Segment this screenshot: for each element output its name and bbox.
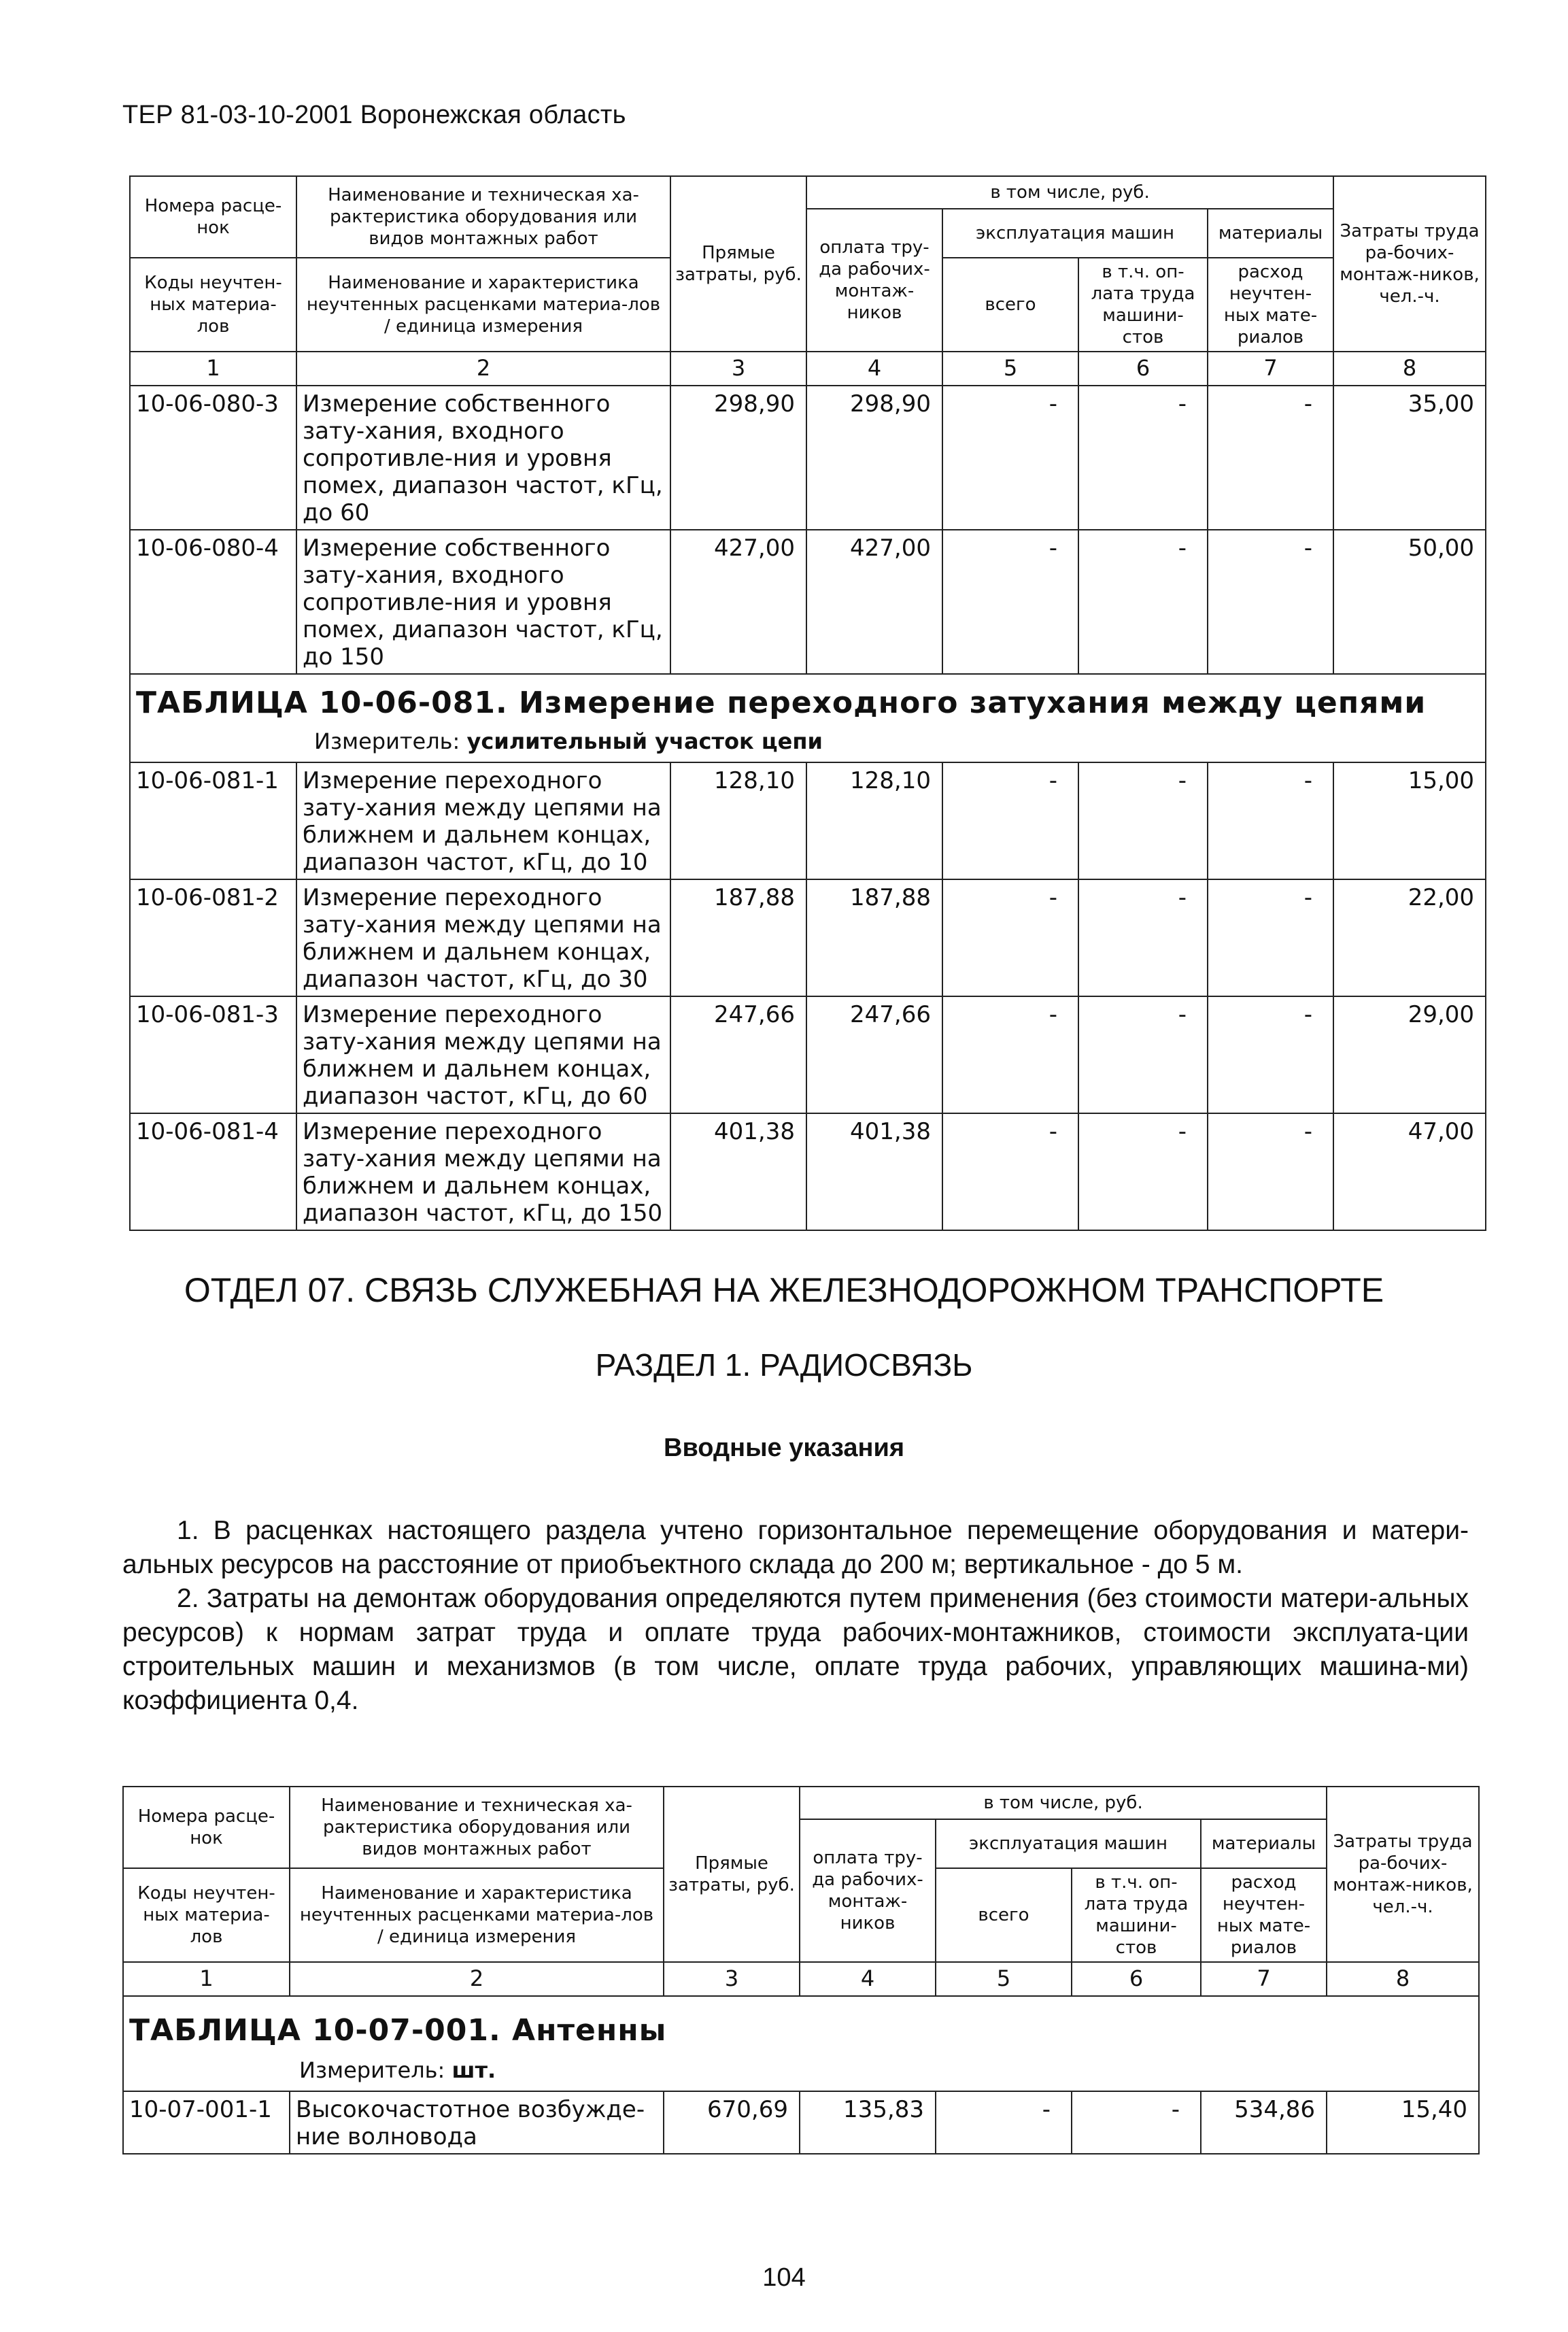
material-use: - [1208, 530, 1333, 674]
material-use: - [1208, 1113, 1333, 1230]
table-row [123, 2091, 1479, 2154]
col-number: 2 [290, 1962, 664, 1996]
header-labor-pay: оплата тру-да рабочих-монтаж-ников [800, 1819, 936, 1962]
labor-pay: 401,38 [806, 1113, 942, 1230]
machinist-pay: - [1078, 996, 1208, 1113]
machines-total: - [942, 1113, 1078, 1230]
labor-hours: 35,00 [1333, 386, 1486, 530]
table-row [130, 879, 1486, 996]
machines-total: - [942, 879, 1078, 996]
page-number: 104 [762, 2263, 806, 2292]
table-title: ТАБЛИЦА 10-07-001. Антенны [123, 1996, 1479, 2057]
header-machines-total: всего [942, 258, 1078, 352]
header-direct-costs: Прямые затраты, руб. [670, 176, 806, 352]
col-number: 3 [670, 352, 806, 386]
direct-costs: 427,00 [670, 530, 806, 674]
col-number: 2 [296, 352, 670, 386]
meter-label: Измеритель: [314, 728, 467, 754]
header-name: Наименование и техническая ха-рактеристика оборудования или видов монтажных работ [296, 176, 670, 258]
header-machines: эксплуатация машин [942, 209, 1208, 258]
col-number: 1 [123, 1962, 290, 1996]
header-material-use: расход неучтен-ных мате-риалов [1208, 258, 1333, 352]
direct-costs: 247,66 [670, 996, 806, 1113]
machinist-pay: - [1078, 530, 1208, 674]
rate-description: Измерение собственного зату-хания, входного сопротивле-ния и уровня помех, диапазон частот, кГц, до 150 [296, 530, 670, 674]
machinist-pay: - [1078, 879, 1208, 996]
material-use: - [1208, 879, 1333, 996]
rate-code: 10-06-081-2 [130, 879, 296, 996]
labor-pay: 135,83 [800, 2091, 936, 2154]
col-number: 5 [942, 352, 1078, 386]
labor-hours: 15,40 [1327, 2091, 1479, 2154]
material-use: - [1208, 386, 1333, 530]
rate-code: 10-06-081-4 [130, 1113, 296, 1230]
rate-description: Измерение переходного зату-хания между цепями на ближнем и дальнем концах, диапазон частот, кГц, до 150 [296, 1113, 670, 1230]
labor-hours: 47,00 [1333, 1113, 1486, 1230]
labor-pay: 247,66 [806, 996, 942, 1113]
labor-pay: 128,10 [806, 762, 942, 879]
labor-hours: 22,00 [1333, 879, 1486, 996]
table-row [130, 996, 1486, 1113]
meter-value: усилительный участок цепи [466, 728, 823, 754]
material-use: - [1208, 996, 1333, 1113]
table-row [130, 530, 1486, 674]
machines-total: - [936, 2091, 1072, 2154]
direct-costs: 670,69 [664, 2091, 800, 2154]
rates-table-2 [122, 1786, 1480, 2154]
labor-hours: 15,00 [1333, 762, 1486, 879]
rate-description: Измерение переходного зату-хания между цепями на ближнем и дальнем концах, диапазон частот, кГц, до 10 [296, 762, 670, 879]
col-number: 4 [806, 352, 942, 386]
rate-code: 10-06-081-3 [130, 996, 296, 1113]
header-codes: Номера расце-нок [123, 1787, 290, 1868]
col-number: 3 [664, 1962, 800, 1996]
machines-total: - [942, 762, 1078, 879]
meter-label: Измеритель: [299, 2057, 452, 2083]
header-materials: материалы [1201, 1819, 1327, 1868]
col-number: 8 [1333, 352, 1486, 386]
header-name: Наименование и техническая ха-рактеристика оборудования или видов монтажных работ [290, 1787, 664, 1868]
machinist-pay: - [1072, 2091, 1201, 2154]
direct-costs: 128,10 [670, 762, 806, 879]
header-codes: Номера расце-нок [130, 176, 296, 258]
table-row [130, 386, 1486, 530]
col-number: 6 [1072, 1962, 1201, 1996]
col-number: 7 [1201, 1962, 1327, 1996]
col-number: 4 [800, 1962, 936, 1996]
rate-description: Высокочастотное возбужде-ние волновода [290, 2091, 664, 2154]
direct-costs: 187,88 [670, 879, 806, 996]
rate-description: Измерение переходного зату-хания между цепями на ближнем и дальнем концах, диапазон частот, кГц, до 30 [296, 879, 670, 996]
page-header: ТЕР 81-03-10-2001 Воронежская область [122, 101, 626, 129]
intro-text [122, 1514, 1469, 1718]
machines-total: - [942, 530, 1078, 674]
machinist-pay: - [1078, 1113, 1208, 1230]
header-material-name: Наименование и характеристика неучтенных расценками материа-лов / единица измерения [296, 258, 670, 352]
header-labor-pay: оплата тру-да рабочих-монтаж-ников [806, 209, 942, 352]
col-number: 6 [1078, 352, 1208, 386]
labor-hours: 50,00 [1333, 530, 1486, 674]
direct-costs: 298,90 [670, 386, 806, 530]
labor-pay: 298,90 [806, 386, 942, 530]
machines-total: - [942, 996, 1078, 1113]
rate-description: Измерение переходного зату-хания между цепями на ближнем и дальнем концах, диапазон частот, кГц, до 60 [296, 996, 670, 1113]
table-meter [123, 2057, 1479, 2091]
col-number: 5 [936, 1962, 1072, 1996]
header-machines: эксплуатация машин [936, 1819, 1201, 1868]
direct-costs: 401,38 [670, 1113, 806, 1230]
header-direct-costs: Прямые затраты, руб. [664, 1787, 800, 1962]
intro-title: Вводные указания [664, 1434, 904, 1462]
labor-hours: 29,00 [1333, 996, 1486, 1113]
table-meter [130, 728, 1486, 762]
material-use: - [1208, 762, 1333, 879]
section-title: ОТДЕЛ 07. СВЯЗЬ СЛУЖЕБНАЯ НА ЖЕЛЕЗНОДОРОЖНОМ ТРАНСПОРТЕ [184, 1271, 1384, 1309]
header-materials: материалы [1208, 209, 1333, 258]
table-row [130, 1113, 1486, 1230]
header-including: в том числе, руб. [806, 176, 1333, 209]
intro-paragraph-1: 1. В расценках настоящего раздела учтено горизонтальное перемещение оборудования и матери-альных ресурсов на расстояние от приобъектного склада до 200 м; вертикальное - до 5 м. [122, 1516, 1469, 1579]
intro-paragraph-2: 2. Затраты на демонтаж оборудования определяются путем применения (без стоимости матери-альных ресурсов) к нормам затрат труда и оплате труда рабочих-монтажников, стоимости эксплуата-ции строительных машин и механизмов (в том числе, оплате труда рабочих, управляющих машина-ми) коэффициента 0,4. [122, 1584, 1469, 1715]
rate-code: 10-06-080-4 [130, 530, 296, 674]
rate-description: Измерение собственного зату-хания, входного сопротивле-ния и уровня помех, диапазон частот, кГц, до 60 [296, 386, 670, 530]
header-including: в том числе, руб. [800, 1787, 1327, 1819]
machinist-pay: - [1078, 386, 1208, 530]
header-machinist-pay: в т.ч. оп-лата труда машини-стов [1072, 1868, 1201, 1962]
material-use: 534,86 [1201, 2091, 1327, 2154]
subsection-title: РАЗДЕЛ 1. РАДИОСВЯЗЬ [595, 1347, 973, 1383]
rate-code: 10-06-080-3 [130, 386, 296, 530]
header-labor-hours: Затраты труда ра-бочих-монтаж-ников, чел.-ч. [1327, 1787, 1479, 1962]
labor-pay: 187,88 [806, 879, 942, 996]
col-number: 7 [1208, 352, 1333, 386]
rate-code: 10-07-001-1 [123, 2091, 290, 2154]
header-material-codes: Коды неучтен-ных материа-лов [130, 258, 296, 352]
header-labor-hours: Затраты труда ра-бочих-монтаж-ников, чел.-ч. [1333, 176, 1486, 352]
table-row [130, 762, 1486, 879]
machines-total: - [942, 386, 1078, 530]
meter-value: шт. [451, 2057, 496, 2083]
machinist-pay: - [1078, 762, 1208, 879]
header-material-codes: Коды неучтен-ных материа-лов [123, 1868, 290, 1962]
table-title: ТАБЛИЦА 10-06-081. Измерение переходного затухания между цепями [130, 674, 1486, 728]
col-number: 8 [1327, 1962, 1479, 1996]
rate-code: 10-06-081-1 [130, 762, 296, 879]
header-machines-total: всего [936, 1868, 1072, 1962]
labor-pay: 427,00 [806, 530, 942, 674]
header-material-use: расход неучтен-ных мате-риалов [1201, 1868, 1327, 1962]
header-material-name: Наименование и характеристика неучтенных расценками материа-лов / единица измерения [290, 1868, 664, 1962]
col-number: 1 [130, 352, 296, 386]
rates-table-1 [129, 175, 1486, 1231]
header-machinist-pay: в т.ч. оп-лата труда машини-стов [1078, 258, 1208, 352]
